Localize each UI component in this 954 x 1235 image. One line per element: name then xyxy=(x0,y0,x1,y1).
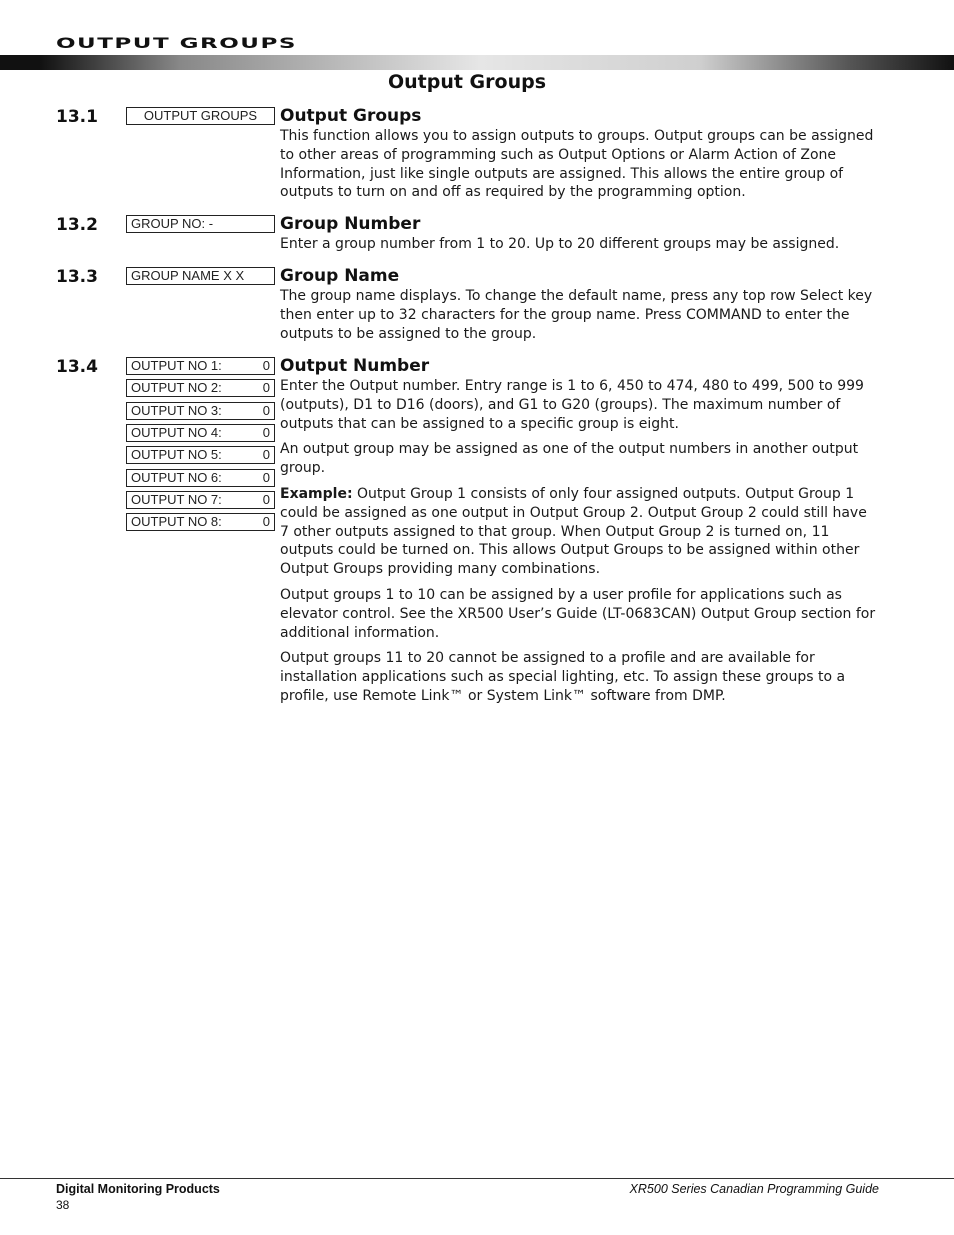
header-gradient-bar xyxy=(0,55,954,70)
keypad-display-text: OUTPUT NO 6: xyxy=(131,470,222,485)
keypad-display-value: 0 xyxy=(262,447,270,462)
section-paragraph: Enter the Output number. Entry range is 1 to 6, 450 to 474, 480 to 499, 500 to 999 (outputs), D1 to D16 (doors), and G1 to G20 (groups). The maximum number of outputs that can be assigned to a specific group is eight. xyxy=(280,378,864,432)
section-number: 13.1 xyxy=(56,107,98,127)
keypad-display-text: OUTPUT NO 4: xyxy=(131,425,222,440)
keypad-display-value: 0 xyxy=(262,380,270,395)
section-paragraph: Enter a group number from 1 to 20. Up to 20 different groups may be assigned. xyxy=(280,236,840,252)
keypad-display-output-1 xyxy=(126,357,275,375)
keypad-display-text: OUTPUT GROUPS xyxy=(143,108,258,123)
keypad-display xyxy=(126,215,275,233)
keypad-display-value: 0 xyxy=(262,403,270,418)
section-paragraph: An output group may be assigned as one of the output numbers in another output group. xyxy=(280,441,859,477)
example-text: Output Group 1 consists of only four assigned outputs. Output Group 1 could be assigned as one output in Output Group 2. Output Group 2 could still have 7 other outputs assigned to that group. When Output Group 2 is turned on, 11 outputs could be turned on. This allows Output Groups to be assigned within other Output Groups providing many combinations. xyxy=(280,485,867,578)
keypad-display-output-3 xyxy=(126,402,275,420)
keypad-display-text: OUTPUT NO 3: xyxy=(131,403,222,418)
keypad-display-value: 0 xyxy=(262,358,270,373)
footer-divider xyxy=(0,1178,954,1179)
keypad-display-output-6 xyxy=(126,469,275,487)
section-content xyxy=(280,266,880,350)
keypad-display-text: OUTPUT NO 2: xyxy=(131,380,222,395)
section-content xyxy=(280,106,880,209)
section-heading: Group Number xyxy=(280,214,421,234)
section-paragraph: The group name displays. To change the default name, press any top row Select key then enter up to 32 characters for the group name. Press COMMAND to enter the outputs to be assigned to the group. xyxy=(280,288,873,342)
section-heading: Output Number xyxy=(280,356,430,376)
keypad-display-value: 0 xyxy=(262,470,270,485)
keypad-display-value: 0 xyxy=(262,425,270,440)
section-paragraph: Output groups 1 to 10 can be assigned by a user profile for applications such as elevator control. See the XR500 User’s Guide (LT-0683CAN) Output Group section for additional information. xyxy=(280,586,876,641)
banner-title: OUTPUT GROUPS xyxy=(56,35,297,52)
section-paragraph: This function allows you to assign outputs to groups. Output groups can be assigned to other areas of programming such as Output Options or Alarm Action of Zone Information, just like single outputs are assigned. This allows the entire group of outputs to turn on and off as required by the programming option. xyxy=(280,128,874,201)
keypad-display-value: 0 xyxy=(262,492,270,507)
example-label: Example: xyxy=(280,485,353,502)
keypad-display-output-8 xyxy=(126,513,275,531)
keypad-display-output-2 xyxy=(126,379,275,397)
footer-guide-title: XR500 Series Canadian Programming Guide xyxy=(629,1182,879,1196)
keypad-display-text: OUTPUT NO 5: xyxy=(131,447,222,462)
section-heading: Output Groups xyxy=(280,106,422,126)
keypad-display-output-4 xyxy=(126,424,275,442)
section-number: 13.2 xyxy=(56,215,98,235)
section-content xyxy=(280,214,880,261)
section-number: 13.4 xyxy=(56,357,98,377)
keypad-display-output-5 xyxy=(126,446,275,464)
page-title: Output Groups xyxy=(387,71,547,93)
keypad-display xyxy=(126,107,275,125)
keypad-display-text: OUTPUT NO 1: xyxy=(131,358,222,373)
keypad-display-text: OUTPUT NO 8: xyxy=(131,514,222,529)
section-paragraph: Output groups 11 to 20 cannot be assigned to a profile and are available for installation applications such as special lighting, etc. To assign these groups to a profile, use Remote Link™ or System Link™ software from DMP. xyxy=(280,650,846,704)
section-number: 13.3 xyxy=(56,267,98,287)
footer-company: Digital Monitoring Products xyxy=(56,1182,220,1196)
keypad-display-text: GROUP NO: - xyxy=(131,216,214,231)
section-content xyxy=(280,356,880,713)
keypad-display-output-7 xyxy=(126,491,275,509)
keypad-display xyxy=(126,267,275,285)
section-heading: Group Name xyxy=(280,266,400,286)
keypad-display-text: GROUP NAME X X xyxy=(131,268,245,283)
keypad-display-text: OUTPUT NO 7: xyxy=(131,492,222,507)
page-number: 38 xyxy=(56,1198,70,1212)
keypad-display-value: 0 xyxy=(262,514,270,529)
example-paragraph xyxy=(280,485,880,579)
